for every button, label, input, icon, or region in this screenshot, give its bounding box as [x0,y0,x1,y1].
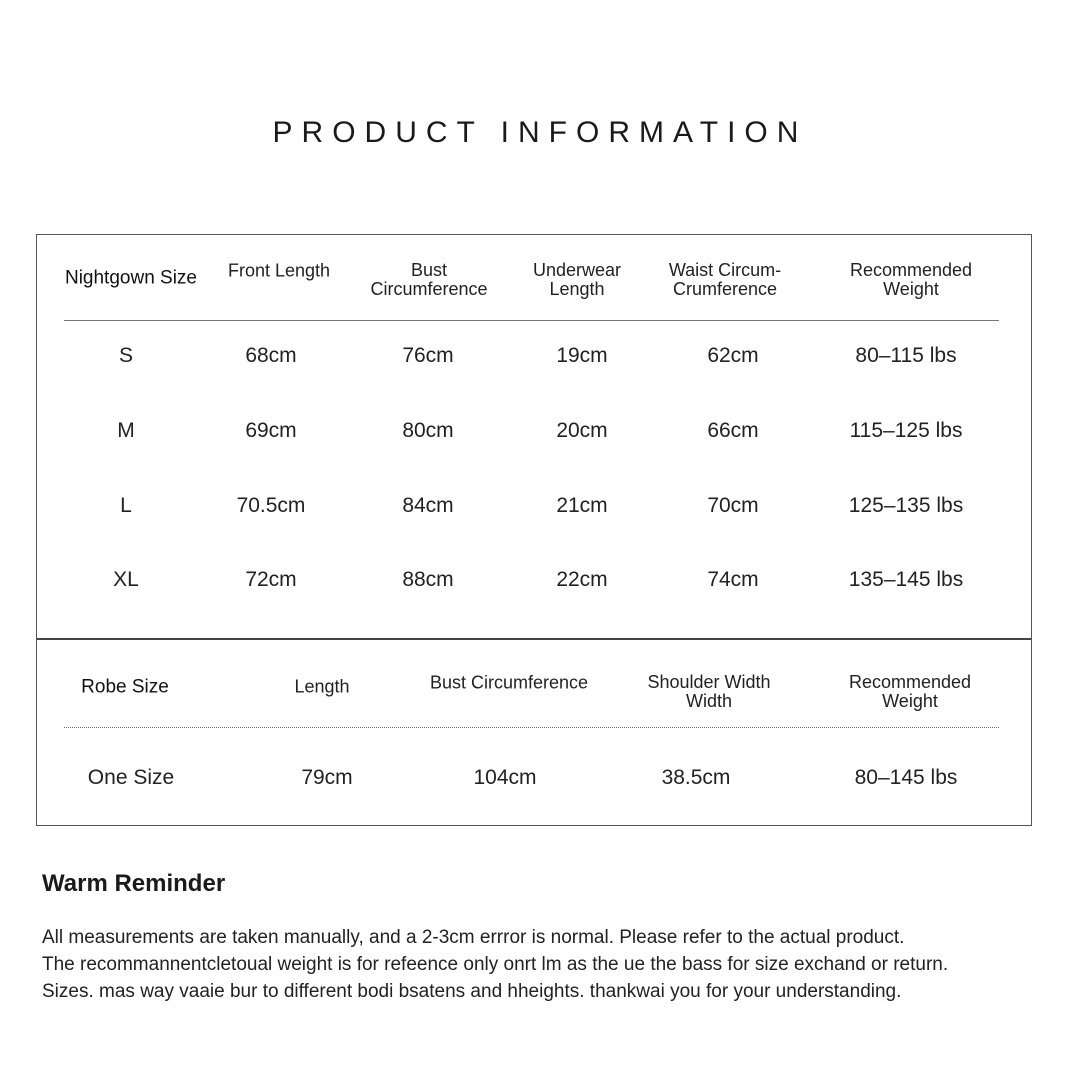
table-cell: 115–125 lbs [849,419,963,442]
table-cell: 79cm [301,766,353,789]
header-bust-circumference: Bust Circumference [370,260,488,299]
table-cell: 72cm [245,568,297,591]
header-robe-size: Robe Size [81,676,169,698]
table-cell: 70cm [707,494,759,517]
reminder-title: Warm Reminder [42,870,226,897]
table-cell: 74cm [707,568,759,591]
page-title: PRODUCT INFORMATION [272,116,808,149]
table-cell: 76cm [402,344,454,367]
table-cell: XL [113,568,139,591]
header-waist-circumference: Waist Circum- Crumference [668,260,782,299]
reminder-body [42,924,1042,1005]
robe-header-divider [64,727,999,728]
table-cell: 19cm [556,344,608,367]
table-cell: 88cm [402,568,454,591]
reminder-line: Sizes. mas way vaaie bur to different bodi bsatens and hheights. thankwai you for your understanding. [42,981,902,1002]
table-cell: 135–145 lbs [848,568,964,591]
reminder-line: The recommannentcletoual weight is for refeence only onrt lm as the ue the bass for size exchand or return. [42,954,949,975]
table-cell: 68cm [245,344,297,367]
header-shoulder-width: Shoulder Width Width [647,672,771,711]
table-cell: 80–145 lbs [854,766,958,789]
header-robe-recommended-weight: Recommended Weight [848,672,972,711]
size-table [36,234,1032,826]
table-cell: S [118,344,134,367]
table-cell: 80cm [402,419,454,442]
table-cell: M [117,419,135,442]
table-cell: 21cm [556,494,608,517]
table-cell: 80–115 lbs [855,344,957,367]
header-robe-length: Length [294,676,350,697]
header-underwear-length: Underwear Length [532,260,622,299]
table-cell: 22cm [556,568,608,591]
table-cell: 70.5cm [236,494,306,517]
header-recommended-weight: Recommended Weight [849,260,973,299]
header-divider [64,320,999,321]
table-cell: 62cm [707,344,759,367]
table-cell: One Size [87,766,175,789]
header-robe-bust-circumference: Bust Circumference [429,672,589,693]
table-cell: L [120,494,132,517]
header-front-length: Front Length [227,260,331,281]
header-nightgown-size: Nightgown Size [64,267,198,289]
section-divider [37,638,1031,640]
table-cell: 69cm [245,419,297,442]
table-cell: 84cm [402,494,454,517]
table-cell: 125–135 lbs [848,494,964,517]
reminder-line: All measurements are taken manually, and a 2-3cm errror is normal. Please refer to the actual product. [42,927,905,948]
table-cell: 66cm [707,419,759,442]
table-cell: 104cm [473,766,537,789]
table-cell: 38.5cm [661,766,731,789]
table-cell: 20cm [556,419,608,442]
